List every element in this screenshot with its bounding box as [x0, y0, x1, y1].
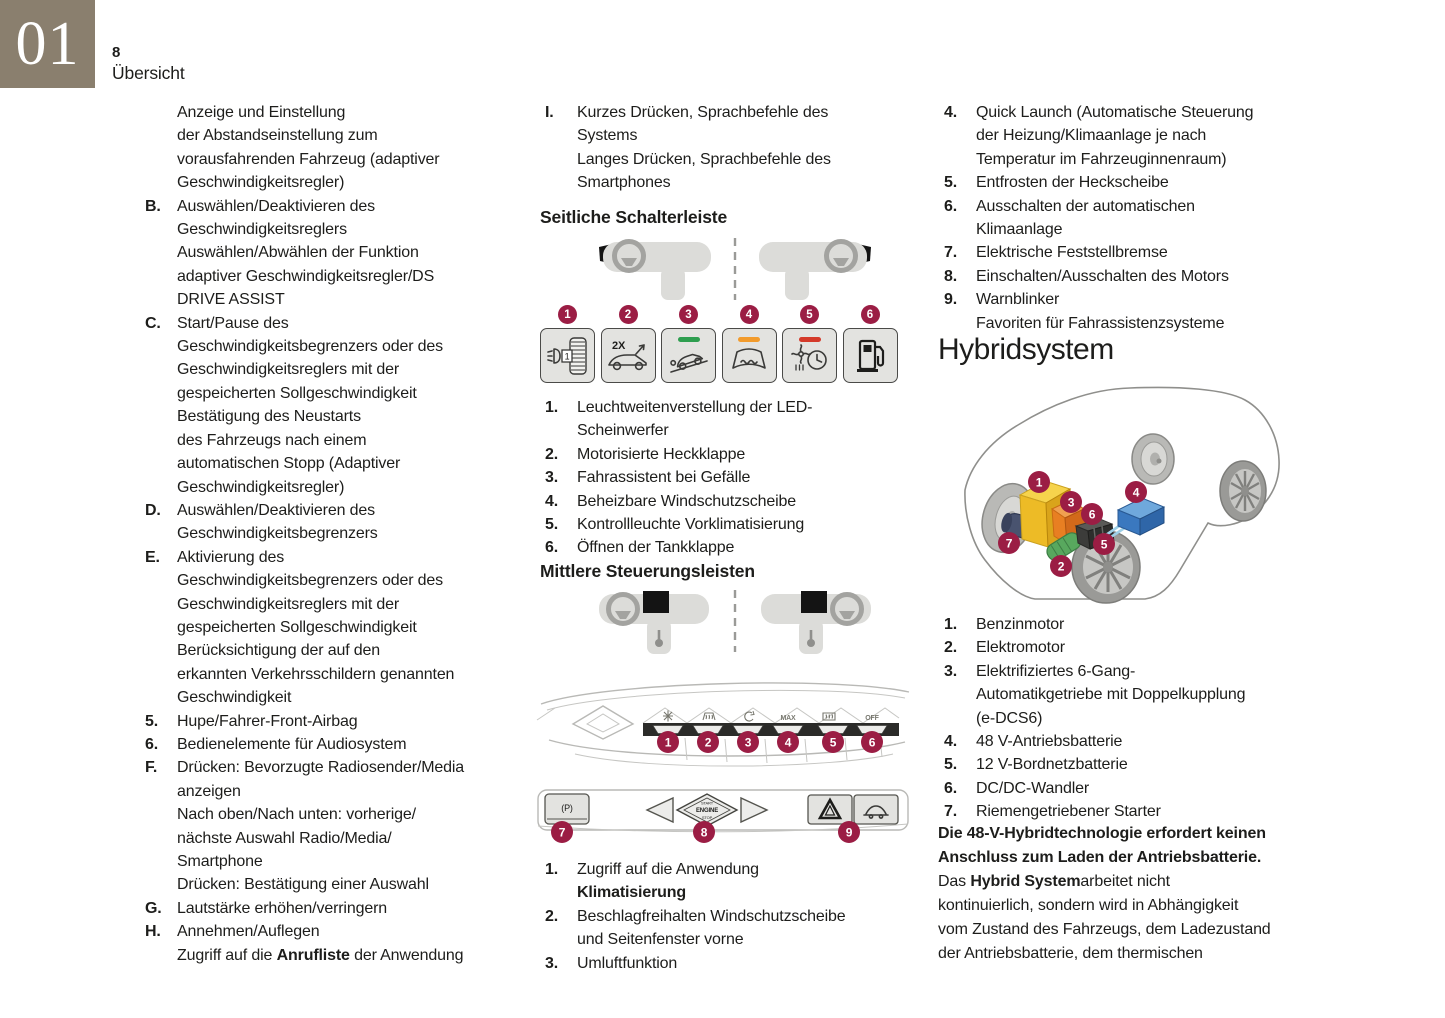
list-item-label: D. [145, 501, 161, 519]
list-item-line: Leuchtweitenverstellung der LED- [577, 399, 813, 416]
list-item-line: Ausschalten der automatischen [976, 197, 1195, 215]
paragraph-line: Die 48-V-Hybridtechnologie erfordert keinen [938, 825, 1266, 842]
headlight-leveling-dial [540, 328, 595, 383]
list-item-line: 48 V-Antriebsbatterie [976, 733, 1123, 751]
list-item-line: adaptiver Geschwindigkeitsregler/DS [177, 267, 435, 285]
list-item [944, 613, 1334, 636]
off-label: OFF [865, 715, 879, 722]
list-item-line: Klimatisierung [577, 884, 687, 902]
side-panel-dashboard-illustration [585, 234, 885, 306]
marker-badge: 2 [619, 305, 638, 324]
svg-text:2X: 2X [612, 339, 626, 352]
paragraph-line: Das Hybrid Systemarbeitet nicht [938, 872, 1170, 890]
list-item [545, 513, 930, 536]
list-item [145, 499, 540, 546]
list-item-label: 4. [944, 733, 958, 751]
center-panel-list [545, 858, 930, 975]
svg-text:7: 7 [558, 825, 566, 840]
list-item-label: 5. [545, 516, 559, 534]
fuel-pump-icon [846, 332, 894, 380]
left-column-list [145, 101, 540, 967]
list-item-line: Auswählen/Deaktivieren des [177, 197, 375, 215]
svg-text:6: 6 [1088, 507, 1096, 522]
list-item-label: 1. [545, 861, 559, 878]
list-item-label: 1. [545, 399, 559, 416]
list-item [944, 171, 1334, 194]
list-item-line: DC/DC-Wandler [976, 779, 1090, 797]
list-item-label: 5. [944, 174, 958, 192]
heated-windscreen-button [722, 328, 777, 383]
list-item-line: Entfrosten der Heckscheibe [976, 174, 1169, 192]
list-item-label: 7. [944, 244, 958, 262]
list-item [944, 101, 1334, 171]
list-item-line: Berücksichtigung der auf den [177, 642, 381, 660]
headlight-leveling-icon [544, 332, 592, 380]
tailgate-button [601, 328, 656, 383]
front-defrost-icon [703, 713, 715, 720]
right-column-top-list [944, 101, 1334, 335]
list-item-line: Temperatur im Fahrzeuginnenraum) [976, 150, 1227, 168]
list-item-line: (e-DCS6) [976, 709, 1043, 727]
max-icon-label: MAX [780, 715, 796, 722]
list-item [944, 265, 1334, 288]
list-item-label: 6. [545, 539, 559, 557]
list-item-label: B. [145, 197, 161, 215]
list-item [145, 546, 540, 710]
list-item-line: Zugriff auf die Anwendung [577, 861, 759, 878]
list-item-line: gespeicherten Sollgeschwindigkeit [177, 618, 417, 636]
hill-descent-icon [665, 332, 713, 380]
climate-app-icon [663, 711, 673, 722]
list-item [545, 466, 930, 489]
switch-6 [843, 305, 898, 383]
list-item-line: erkannten Verkehrsschildern genannten [177, 665, 455, 683]
list-item-line: Kurzes Drücken, Sprachbefehle des [577, 104, 829, 121]
list-item-line: Auswählen/Deaktivieren des [177, 501, 375, 519]
rear-right-wheel [1220, 461, 1266, 521]
list-item-line: Bedienelemente für Audiosystem [177, 735, 407, 753]
list-item [944, 660, 1334, 730]
list-item-line: der Abstandseinstellung zum [177, 127, 378, 145]
marker-badge: 6 [861, 305, 880, 324]
fuel-flap-button [843, 328, 898, 383]
list-item-line: DRIVE ASSIST [177, 291, 285, 309]
paragraph-line: vom Zustand des Fahrzeugs, dem Ladezustand [938, 920, 1271, 938]
list-item-line: 12 V-Bordnetzbatterie [976, 756, 1128, 774]
list-item [545, 536, 930, 559]
list-item-line: Beschlagfreihalten Windschutzscheibe [577, 907, 846, 925]
svg-text:START: START [701, 800, 713, 806]
list-item [944, 241, 1334, 264]
marker-badge: 1 [558, 305, 577, 324]
list-item-line: Scheinwerfer [577, 422, 669, 440]
list-item [545, 905, 930, 952]
side-switch-buttons [540, 305, 898, 383]
list-item-line: Zugriff auf die Anrufliste der Anwendung [177, 946, 464, 964]
list-item-label: 3. [545, 954, 559, 972]
switch-3 [661, 305, 716, 383]
motorised-tailgate-icon [604, 332, 652, 380]
svg-text:4: 4 [1132, 485, 1140, 500]
list-item-label: I. [545, 104, 554, 121]
list-item-line: Drücken: Bestätigung einer Auswahl [177, 876, 429, 894]
list-item-line: Drücken: Bevorzugte Radiosender/Media [177, 759, 465, 777]
list-item-line: Elektrifiziertes 6-Gang- [976, 662, 1136, 680]
center-console-illustration [535, 668, 915, 778]
list-item [944, 636, 1334, 659]
list-item-line: Geschwindigkeitsreglers mit der [177, 595, 400, 613]
left-chevron-icon [647, 798, 673, 822]
list-item-line: Riemengetriebener Starter [976, 803, 1161, 821]
list-item-label: 1. [944, 616, 958, 633]
list-item-line: Warnblinker [976, 291, 1060, 309]
switch-2 [601, 305, 656, 383]
list-item-line: Favoriten für Fahrassistenzsysteme [976, 314, 1225, 332]
svg-text:8: 8 [700, 825, 708, 840]
svg-text:1: 1 [664, 735, 672, 750]
list-item [545, 396, 930, 443]
hill-descent-button [661, 328, 716, 383]
list-item-line: Geschwindigkeitsregler) [177, 478, 345, 496]
list-item-line: Geschwindigkeitsbegrenzers oder des [177, 338, 444, 356]
list-item-line: Kontrollleuchte Vorklimatisierung [577, 516, 805, 534]
list-item [145, 101, 540, 195]
list-item-line: Start/Pause des [177, 314, 289, 332]
lower-console-illustration [535, 782, 915, 854]
hybrid-system-car-illustration [940, 375, 1325, 615]
svg-text:2: 2 [1057, 559, 1065, 574]
svg-text:1: 1 [564, 351, 569, 361]
list-item-line: Systems [577, 127, 638, 145]
list-item-line: Beheizbare Windschutzscheibe [577, 492, 797, 510]
list-item-line: Geschwindigkeit [177, 689, 292, 707]
list-item [944, 753, 1334, 776]
list-item-label: 7. [944, 803, 958, 821]
list-item-line: der Heizung/Klimaanlage je nach [976, 127, 1207, 145]
switch-4 [722, 305, 777, 383]
list-item [944, 195, 1334, 242]
list-item-line: Geschwindigkeitsbegrenzers oder des [177, 572, 444, 590]
list-item-label: E. [145, 548, 160, 566]
list-item-line: Elektromotor [976, 639, 1065, 657]
preconditioning-icon [786, 332, 834, 380]
list-item [545, 443, 930, 466]
list-item-label: 4. [545, 492, 559, 510]
list-item [944, 288, 1334, 335]
side-switch-panel-heading: Seitliche Schalterleiste [540, 207, 728, 227]
svg-text:3: 3 [744, 735, 752, 750]
switch-1 [540, 305, 595, 383]
item-i-list [545, 101, 930, 195]
chapter-number-box [0, 0, 95, 88]
list-item-line: Motorisierte Heckklappe [577, 445, 746, 463]
list-item-label: 2. [545, 445, 559, 463]
list-item-line: Elektrische Feststellbremse [976, 244, 1168, 262]
list-item [944, 777, 1334, 800]
hybrid-paragraph [938, 822, 1333, 965]
list-item-line: Geschwindigkeitsregler) [177, 174, 345, 192]
list-item [145, 920, 540, 967]
list-item-line: Automatikgetriebe mit Doppelkupplung [976, 686, 1246, 704]
list-item [145, 733, 540, 756]
list-item-line: Klimaanlage [976, 221, 1063, 239]
list-item-line: Smartphone [177, 853, 263, 870]
list-item-line: Nach oben/Nach unten: vorherige/ [177, 806, 416, 824]
list-item-label: H. [145, 923, 161, 941]
list-item-label: 5. [145, 712, 159, 730]
list-item [944, 800, 1334, 823]
list-item [145, 897, 540, 920]
list-item-line: Umluftfunktion [577, 954, 678, 972]
list-item [145, 756, 540, 896]
list-item-line: Einschalten/Ausschalten des Motors [976, 267, 1229, 285]
list-item [545, 952, 930, 975]
list-item [545, 490, 930, 513]
parking-brake-label: (P) [561, 803, 573, 813]
svg-text:9: 9 [845, 825, 853, 840]
svg-text:7: 7 [1005, 536, 1013, 551]
list-item-label: 9. [944, 291, 958, 309]
central-locking-button [854, 795, 898, 824]
list-item-line: Aktivierung des [177, 548, 285, 566]
svg-text:STOP: STOP [701, 815, 713, 820]
list-item-line: Lautstärke erhöhen/verringern [177, 899, 388, 917]
list-item-line: und Seitenfenster vorne [577, 931, 744, 949]
list-item-line: Hupe/Fahrer-Front-Airbag [177, 712, 358, 730]
list-item-line: vorausfahrenden Fahrzeug (adaptiver [177, 150, 440, 168]
list-item-label: 2. [545, 907, 559, 925]
paragraph-line: Anschluss zum Laden der Antriebsbatterie. [938, 848, 1262, 866]
svg-text:3: 3 [1067, 495, 1075, 510]
switch-5 [782, 305, 837, 383]
list-item-line: Geschwindigkeitsbegrenzers [177, 525, 378, 543]
list-item-label: 6. [145, 735, 159, 753]
list-item-line: Anzeige und Einstellung [177, 104, 346, 121]
svg-text:5: 5 [829, 735, 837, 750]
side-panel-list [545, 396, 930, 560]
list-item [145, 195, 540, 312]
list-item [145, 312, 540, 499]
list-item-label: 8. [944, 267, 958, 285]
heated-windscreen-icon [725, 332, 773, 380]
list-item-label: 5. [944, 756, 958, 774]
list-item-line: nächste Auswahl Radio/Media/ [177, 829, 392, 847]
center-panel-dashboard-illustration [585, 586, 885, 658]
list-item-line: Langes Drücken, Sprachbefehle des [577, 150, 831, 168]
svg-text:2: 2 [704, 735, 712, 750]
list-item-line: Bestätigung des Neustarts [177, 408, 361, 426]
list-item [944, 730, 1334, 753]
list-item-line: Öffnen der Tankklappe [577, 539, 735, 557]
list-item-line: Geschwindigkeitsreglers [177, 221, 347, 239]
paragraph-line: der Antriebsbatterie, dem thermischen [938, 944, 1203, 962]
marker-badge: 3 [679, 305, 698, 324]
svg-text:ENGINE: ENGINE [695, 808, 719, 814]
list-item-label: C. [145, 314, 161, 332]
list-item [145, 710, 540, 733]
engine-start-stop-button [677, 794, 737, 826]
list-item-label: 6. [944, 779, 958, 797]
list-item-line: Benzinmotor [976, 616, 1065, 633]
list-item-line: Quick Launch (Automatische Steuerung [976, 104, 1254, 121]
list-item-line: des Fahrzeugs nach einem [177, 431, 367, 449]
list-item [545, 101, 930, 195]
list-item-line: Smartphones [577, 174, 671, 192]
hybrid-system-heading: Hybridsystem [938, 333, 1114, 366]
rear-left-wheel [1132, 434, 1174, 484]
svg-text:6: 6 [868, 735, 876, 750]
marker-badge: 4 [740, 305, 759, 324]
center-panel-heading: Mittlere Steuerungsleisten [540, 561, 755, 581]
list-item-line: gespeicherten Sollgeschwindigkeit [177, 384, 417, 402]
list-item-label: G. [145, 899, 162, 917]
right-chevron-icon [741, 798, 767, 822]
list-item-label: 4. [944, 104, 958, 121]
list-item-line: automatischen Stopp (Adaptiver [177, 455, 401, 473]
page-section-title: Übersicht [112, 63, 185, 83]
list-item-line: Annehmen/Auflegen [177, 923, 320, 941]
page-number: 8 [112, 44, 121, 61]
svg-text:1: 1 [1035, 475, 1043, 490]
chapter-number: 01 [15, 9, 80, 78]
list-item-line: Auswählen/Abwählen der Funktion [177, 244, 419, 262]
list-item-label: F. [145, 759, 158, 777]
preconditioning-indicator [782, 328, 837, 383]
svg-text:4: 4 [784, 735, 792, 750]
svg-text:5: 5 [1100, 537, 1108, 552]
list-item-label: 2. [944, 639, 958, 657]
list-item [545, 858, 930, 905]
list-item-label: 3. [944, 662, 958, 680]
hybrid-components-list [944, 613, 1334, 824]
paragraph-line: kontinuierlich, sondern wird in Abhängigkeit [938, 896, 1239, 914]
list-item-line: Geschwindigkeitsreglers mit der [177, 361, 400, 379]
list-item-label: 6. [944, 197, 958, 215]
marker-badge: 5 [800, 305, 819, 324]
list-item-line: Fahrassistent bei Gefälle [577, 469, 751, 487]
list-item-label: 3. [545, 469, 559, 487]
list-item-line: anzeigen [177, 782, 241, 800]
